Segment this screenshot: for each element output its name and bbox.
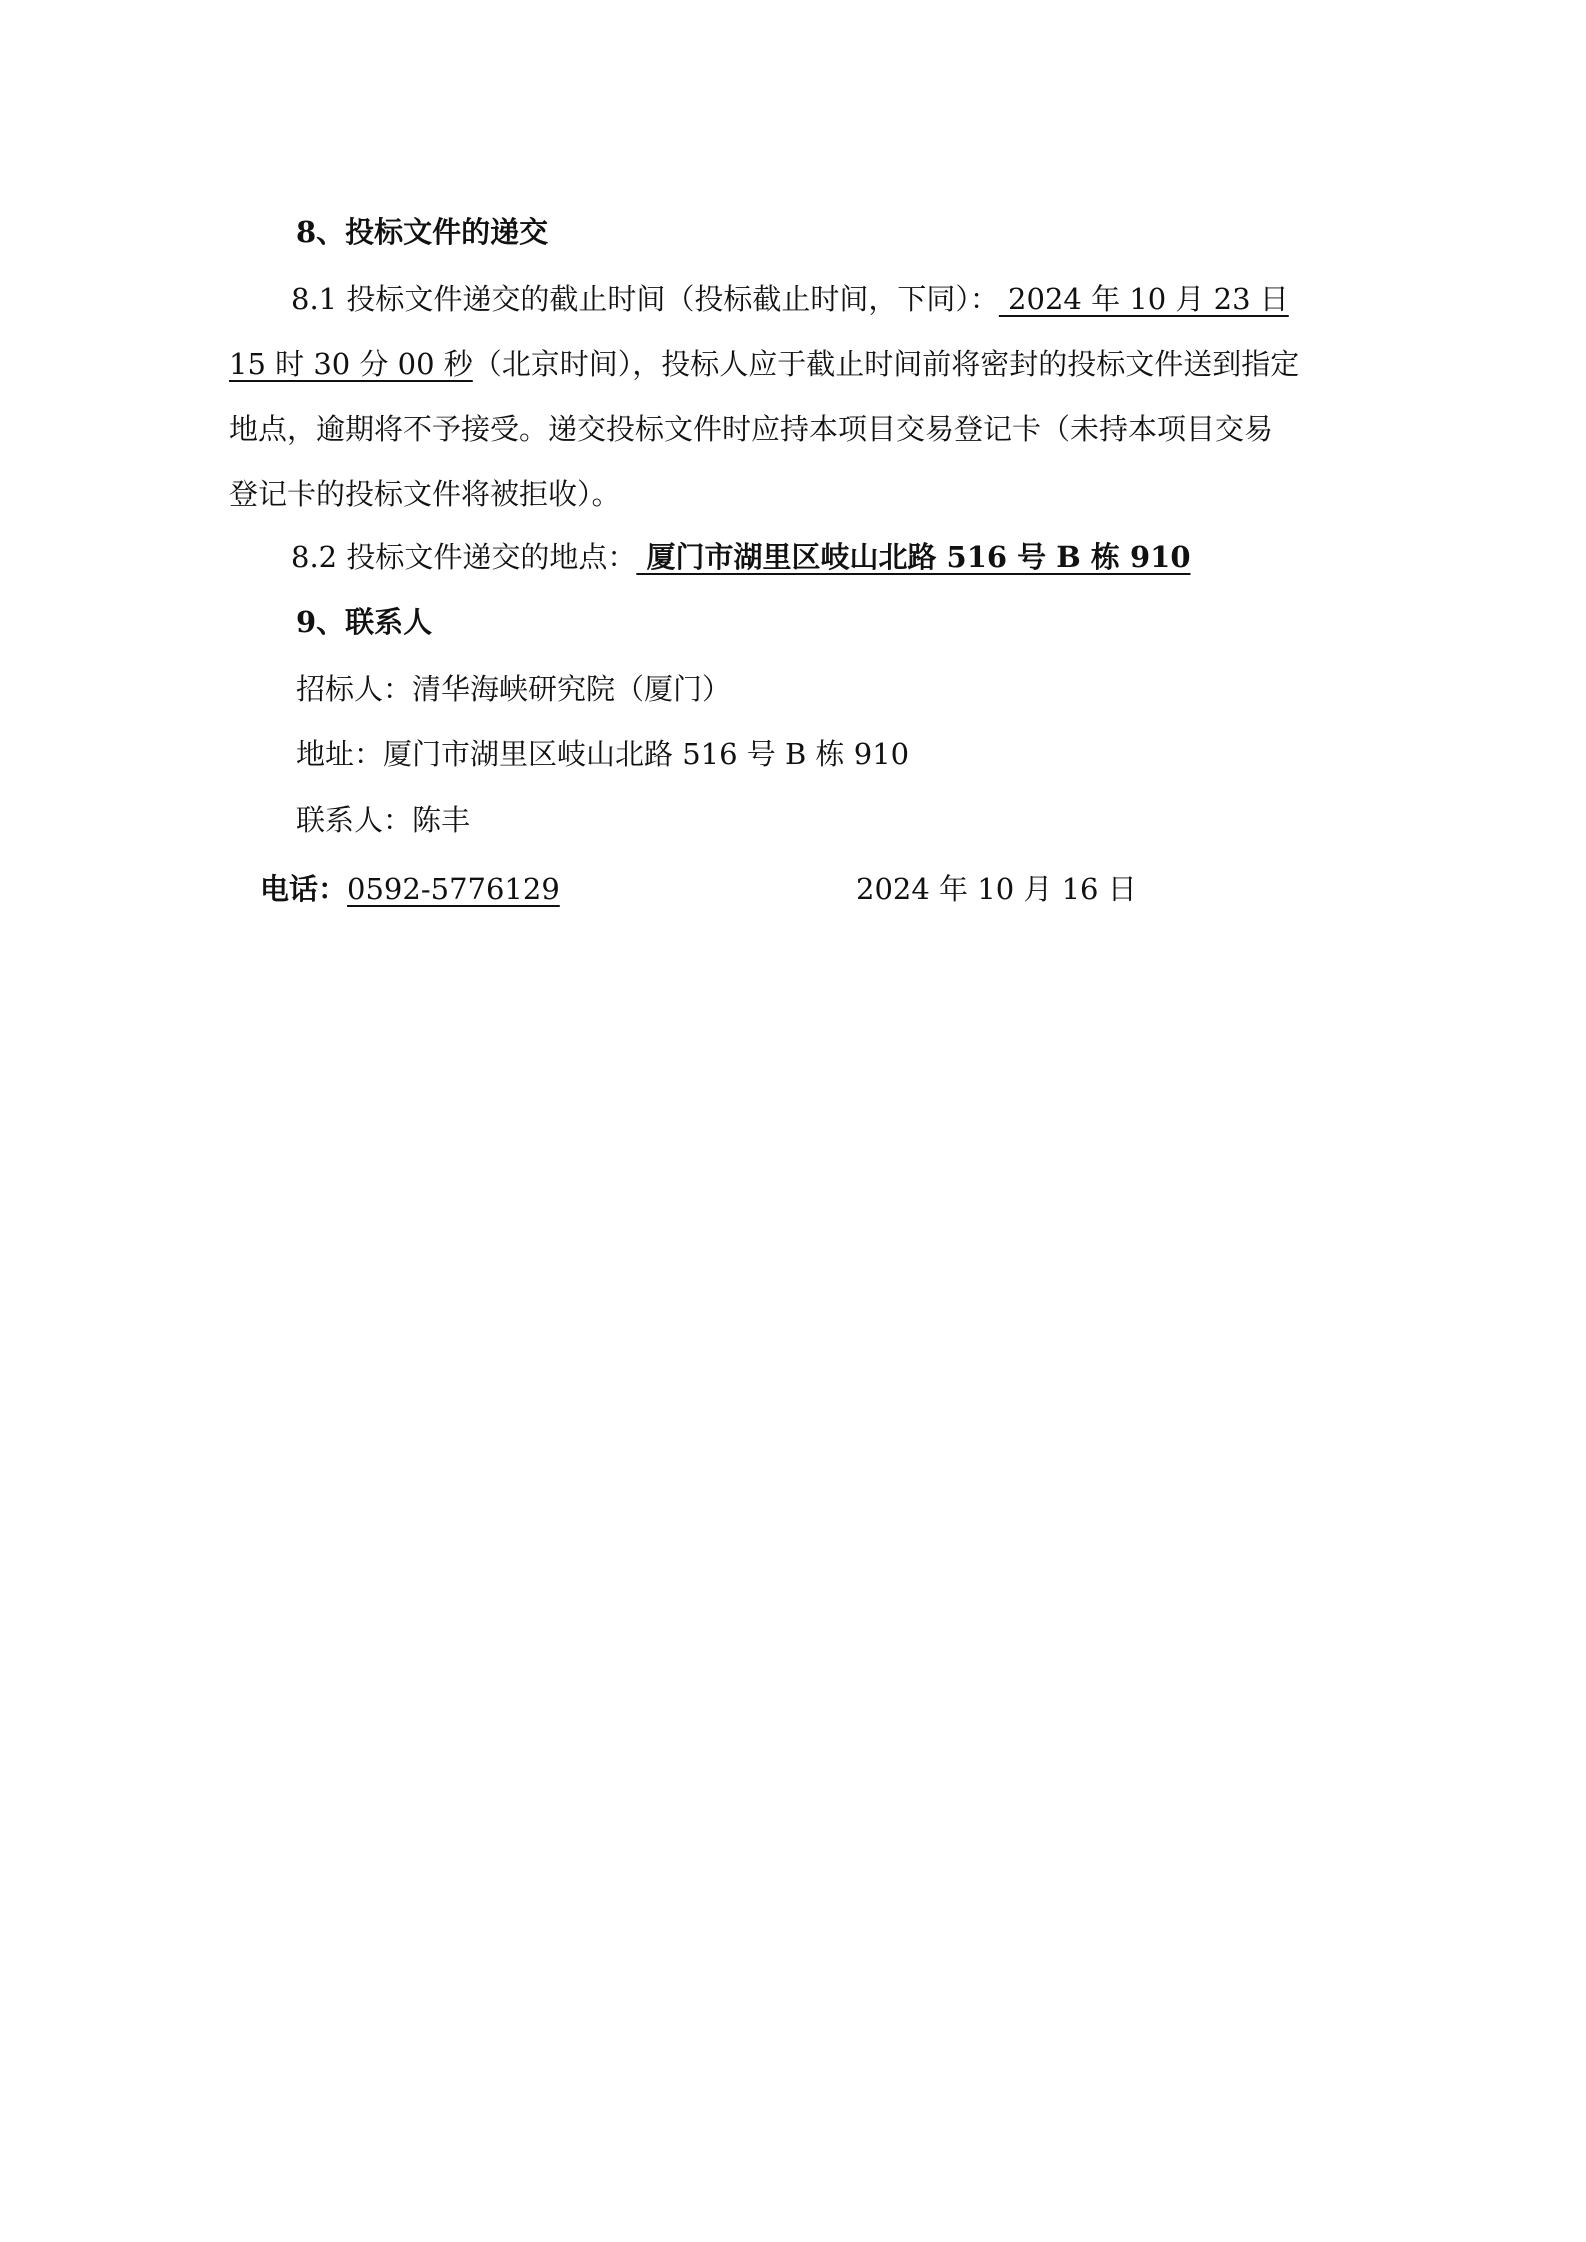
document-date: 2024 年 10 月 16 日	[856, 872, 1137, 906]
paragraph-8-2	[291, 537, 1191, 577]
paragraph-8-1-line-4: 登记卡的投标文件将被拒收）。	[229, 477, 621, 511]
phone-label: 电话：	[260, 872, 348, 906]
submission-location: 厦门市湖里区岐山北路 516 号 B 栋 910	[636, 540, 1191, 574]
paragraph-8-1-line-1	[291, 279, 1289, 319]
paragraph-8-1-line-3: 地点，逾期将不予接受。递交投标文件时应持本项目交易登记卡（未持本项目交易	[229, 412, 1274, 446]
phone-line	[260, 869, 560, 909]
paragraph-8-1-line-2	[229, 344, 1299, 384]
contact-person-line: 联系人：陈丰	[296, 803, 471, 837]
address-line: 地址：厦门市湖里区岐山北路 516 号 B 栋 910	[296, 737, 910, 771]
section-8-heading: 8、投标文件的递交	[296, 215, 549, 249]
paragraph-8-2-lead: 8.2 投标文件递交的地点：	[291, 540, 637, 574]
paragraph-8-1-line-2-rest: （北京时间），投标人应于截止时间前将密封的投标文件送到指定	[472, 347, 1300, 381]
paragraph-8-1-lead: 8.1 投标文件递交的截止时间（投标截止时间，下同）：	[291, 282, 999, 316]
section-9-heading: 9、联系人	[296, 605, 433, 639]
deadline-date: 2024 年 10 月 23 日	[998, 282, 1289, 316]
phone-number: 0592-5776129	[347, 872, 560, 906]
deadline-time: 15 时 30 分 00 秒	[229, 347, 473, 381]
tenderer-line: 招标人：清华海峡研究院（厦门）	[296, 672, 732, 706]
